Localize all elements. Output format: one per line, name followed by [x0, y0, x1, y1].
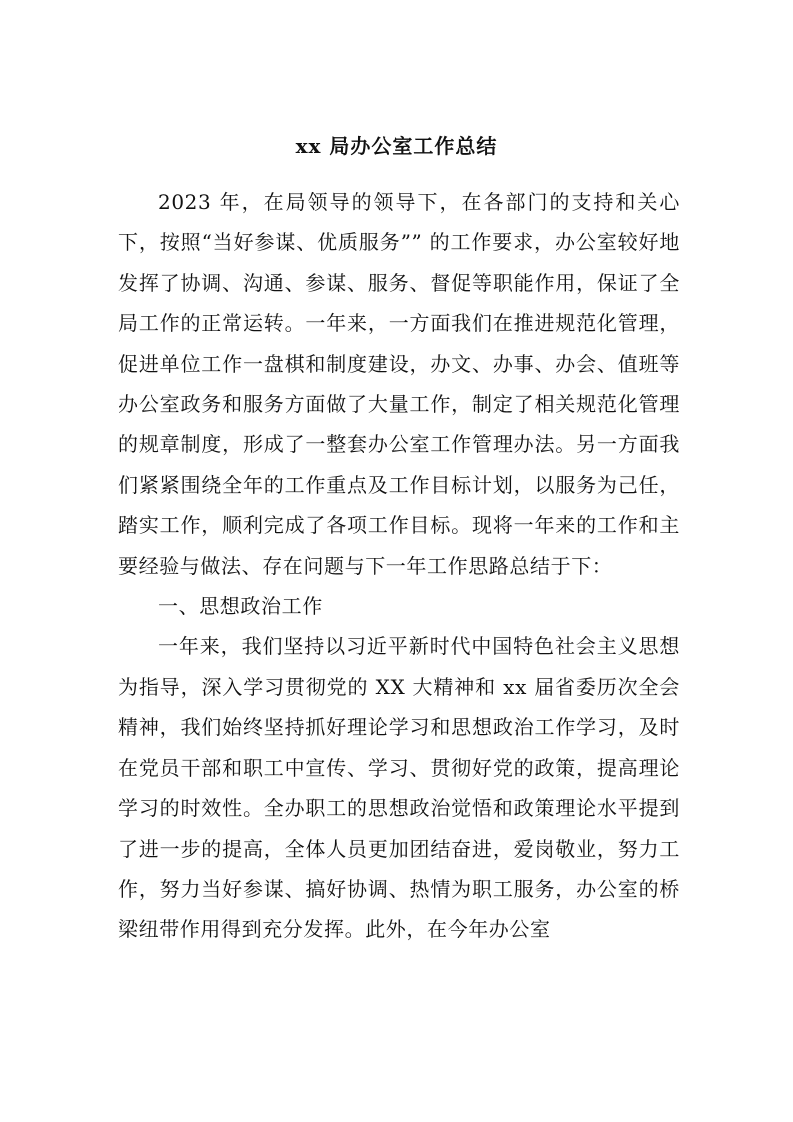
- document-title: xx 局办公室工作总结: [295, 134, 498, 158]
- intro-paragraph: 2023 年，在局领导的领导下，在各部门的支持和关心下，按照“当好参谋、优质服务”” 的工作要求，办公室较好地发挥了协调、沟通、参谋、服务、督促等职能作用，保证了全局工作的正常运转。一年来，一方面我们在推进规范化管理，促进单位工作一盘棋和制度建设，办文、办事、办会、值班等办公室政务和服务方面做了大量工作，制定了相关规范化管理的规章制度，形成了一整套办公室工作管理办法。另一方面我们紧紧围绕全年的工作重点及工作目标计划，以服务为己任，踏实工作，顺利完成了各项工作目标。现将一年来的工作和主要经验与做法、存在问题与下一年工作思路总结于下：: [118, 190, 680, 578]
- section-heading: 一、思想政治工作: [158, 594, 323, 619]
- section-paragraph: 一年来，我们坚持以习近平新时代中国特色社会主义思想为指导，深入学习贯彻党的 XX 大精神和 xx 届省委历次全会精神，我们始终坚持抓好理论学习和思想政治工作学习，及时在党员干部和职工中宣传、学习、贯彻好党的政策，提高理论学习的时效性。全办职工的思想政治觉悟和政策理论水平提到了进一步的提高，全体人员更加团结奋进，爱岗敬业，努力工作，努力当好参谋、搞好协调、热情为职工服务，办公室的桥梁纽带作用得到充分发挥。此外，在今年办公室: [118, 634, 680, 942]
- document-body: [118, 182, 680, 950]
